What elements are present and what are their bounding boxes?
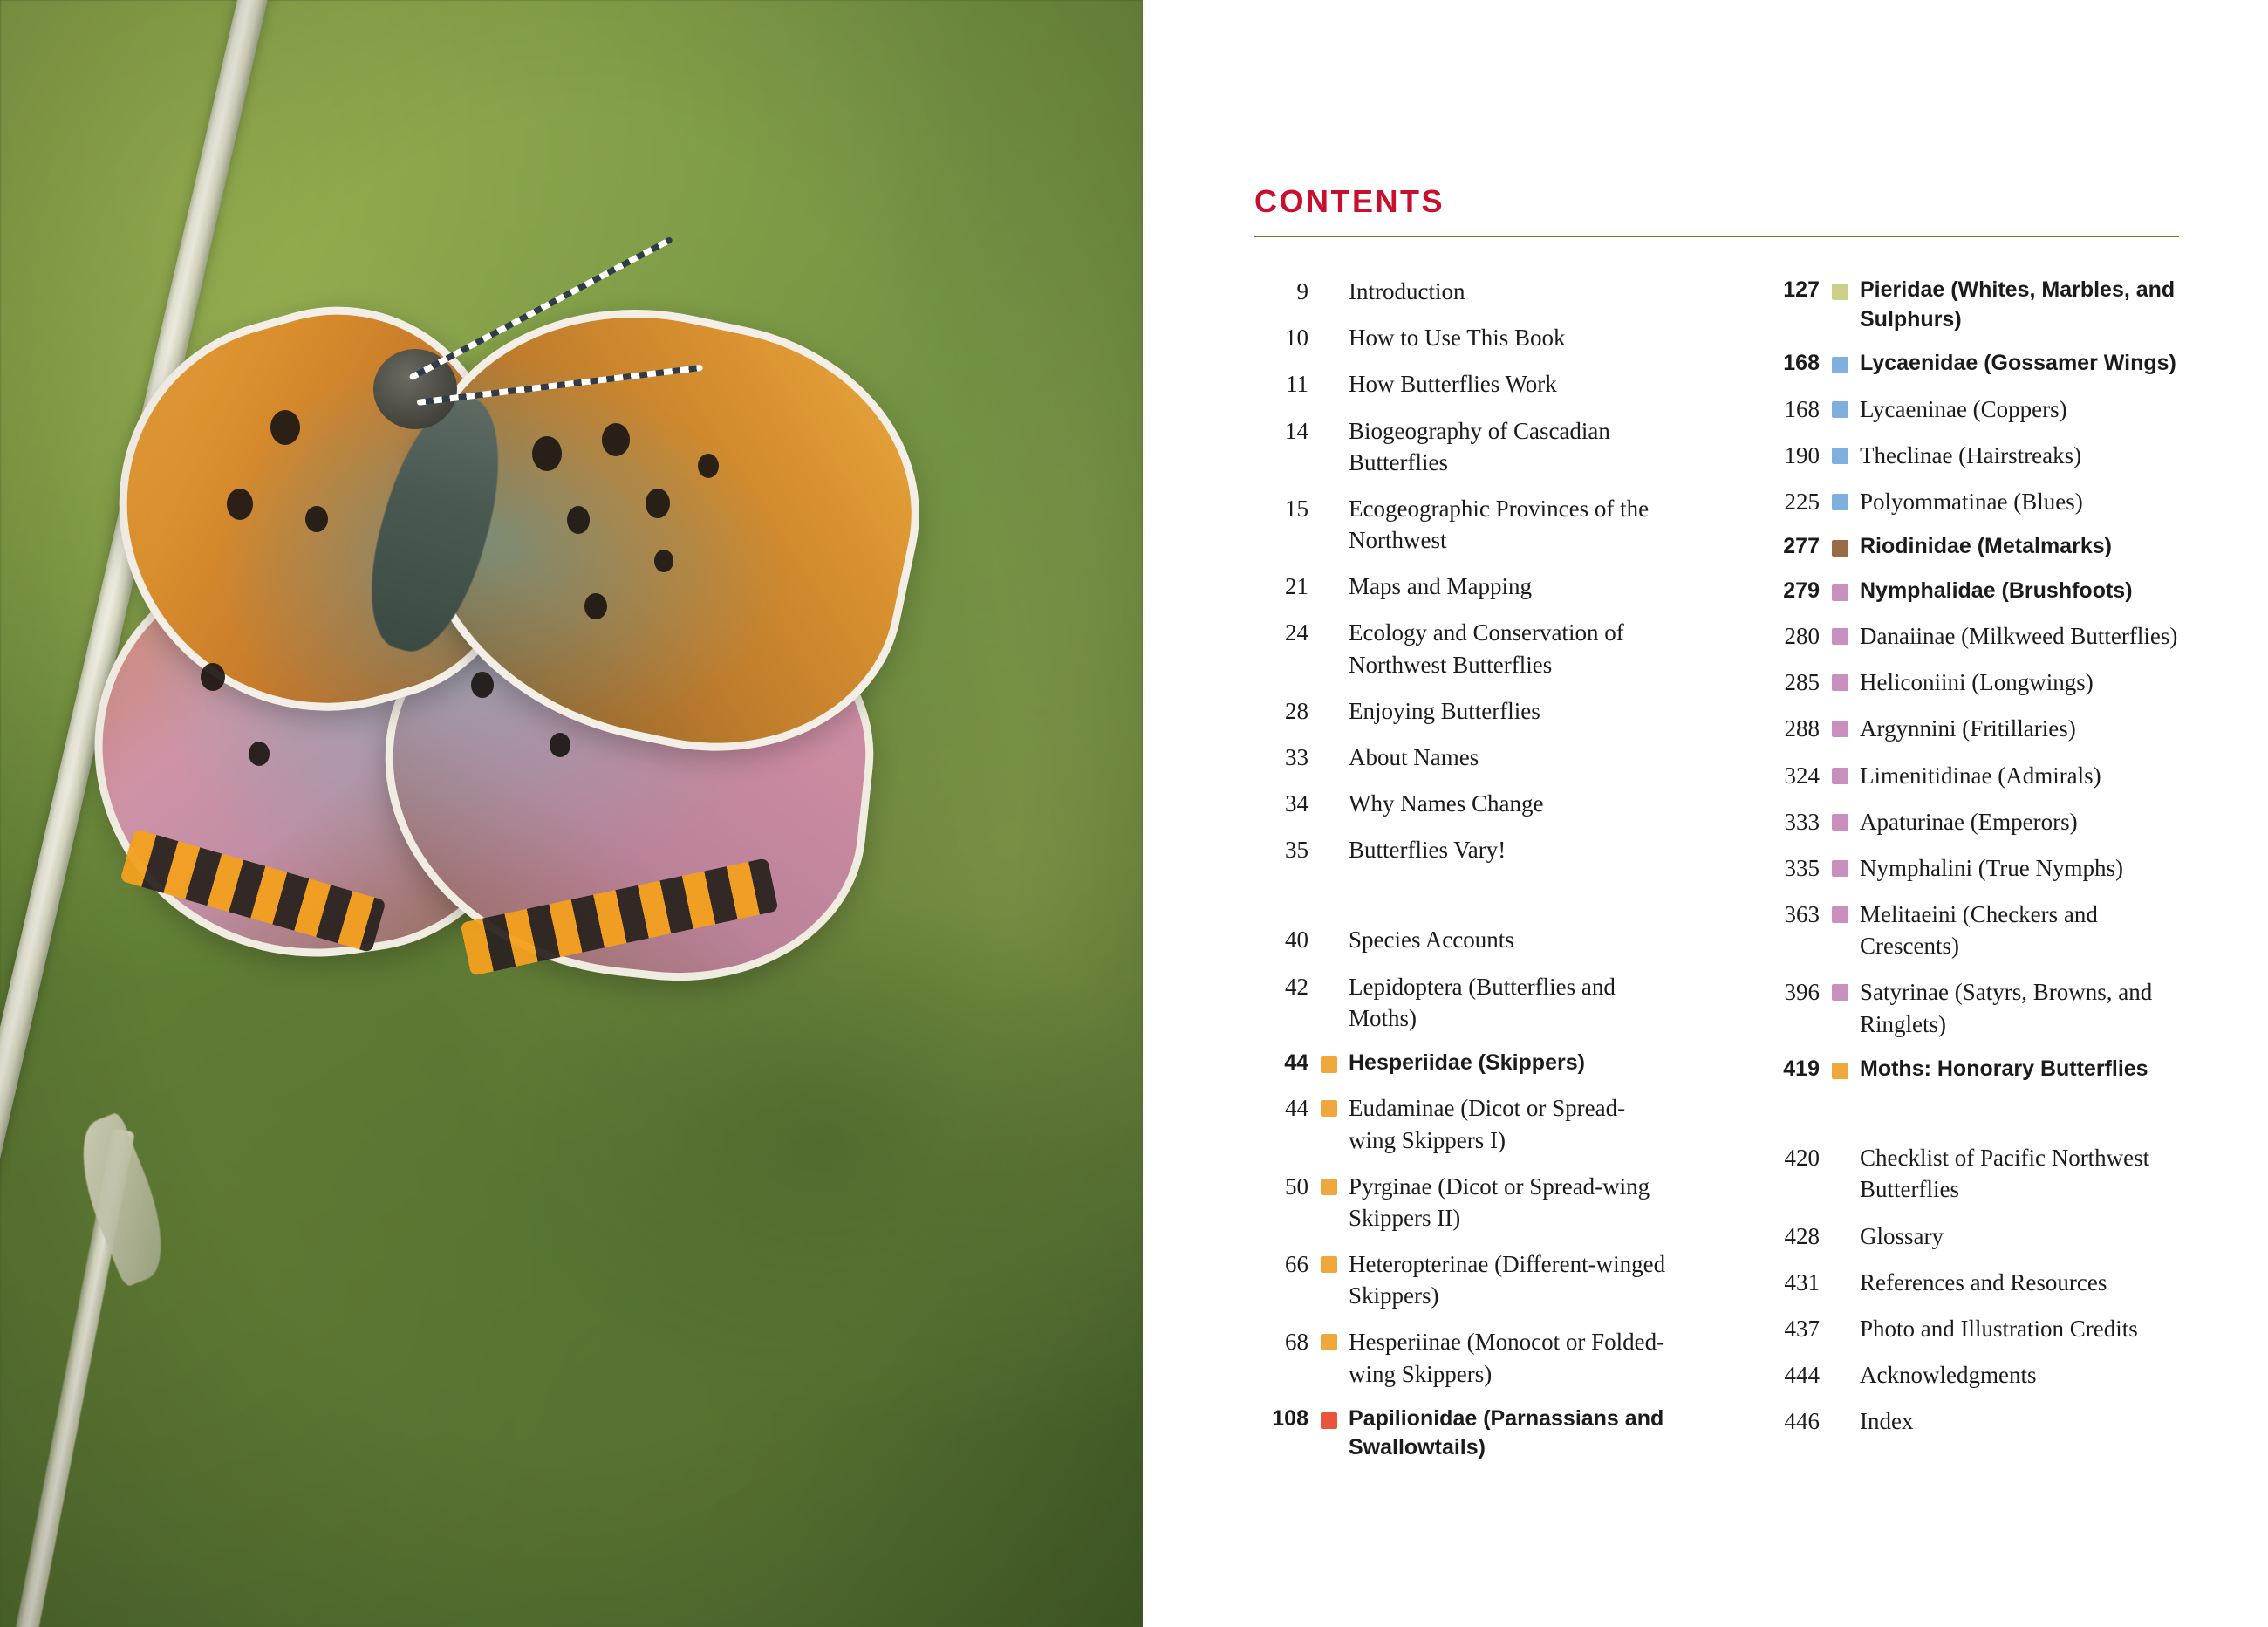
toc-page-number: 44 (1285, 1095, 1308, 1122)
toc-entry[interactable] (1766, 1142, 2179, 1205)
toc-entry[interactable] (1254, 971, 1668, 1034)
toc-page-number: 285 (1784, 669, 1820, 696)
family-color-swatch (1832, 906, 1848, 923)
toc-entry-label: Limenitidinae (Admirals) (1860, 762, 2101, 789)
swatch-placeholder (1321, 703, 1337, 720)
toc-page-number: 40 (1285, 926, 1308, 954)
toc-entry-label: Theclinae (Hairstreaks) (1860, 441, 2082, 468)
family-color-swatch (1832, 540, 1848, 557)
toc-entry[interactable] (1254, 415, 1668, 478)
toc-entry-label: Melitaeini (Checkers and Crescents) (1860, 901, 2098, 960)
family-color-swatch (1832, 448, 1848, 464)
toc-page-number: 68 (1285, 1329, 1308, 1356)
toc-page-number: 280 (1784, 623, 1820, 650)
toc-entry-label: Glossary (1860, 1222, 1944, 1249)
toc-entry-label: Biogeography of Cascadian Butterflies (1349, 417, 1610, 475)
toc-entry[interactable] (1254, 1171, 1668, 1234)
toc-page-number: 42 (1285, 973, 1308, 1000)
family-color-swatch (1321, 1100, 1337, 1117)
toc-entry-label: Checklist of Pacific Northwest Butterflies (1860, 1145, 2150, 1203)
toc-entry-label: Index (1860, 1408, 1914, 1435)
toc-page-number: 428 (1784, 1222, 1820, 1249)
toc-entry[interactable] (1766, 713, 2179, 744)
contents-container (1254, 183, 2179, 1478)
toc-entry[interactable] (1766, 276, 2179, 334)
toc-entry-label: Satyrinae (Satyrs, Browns, and Ringlets) (1860, 979, 2153, 1037)
swatch-placeholder (1832, 1275, 1848, 1291)
toc-page-number: 127 (1783, 277, 1820, 302)
swatch-placeholder (1321, 376, 1337, 393)
toc-page-number: 108 (1272, 1405, 1308, 1431)
family-color-swatch (1321, 1179, 1337, 1195)
toc-entry-label: Introduction (1349, 278, 1465, 304)
toc-page-number: 396 (1784, 979, 1820, 1006)
family-color-swatch (1832, 721, 1848, 737)
toc-page-number: 50 (1285, 1172, 1308, 1200)
toc-entry[interactable] (1766, 1359, 2179, 1391)
toc-entry-label: Heliconiini (Longwings) (1860, 669, 2094, 696)
swatch-placeholder (1321, 842, 1337, 858)
toc-entry-label: Riodinidae (Metalmarks) (1860, 534, 2112, 559)
family-color-swatch (1832, 1063, 1848, 1079)
toc-page-number: 444 (1784, 1362, 1820, 1389)
toc-entry[interactable] (1254, 322, 1668, 353)
swatch-placeholder (1321, 796, 1337, 812)
toc-entry-label: Lycaenidae (Gossamer Wings) (1860, 351, 2176, 375)
toc-entry-label: How to Use This Book (1349, 325, 1566, 352)
right-column (1766, 276, 2179, 1478)
toc-page-number: 33 (1285, 743, 1308, 770)
toc-entry[interactable] (1254, 695, 1668, 727)
toc-entry-label: Species Accounts (1349, 926, 1514, 954)
toc-page-number: 66 (1285, 1251, 1308, 1278)
swatch-placeholder (1321, 501, 1337, 517)
toc-entry[interactable] (1254, 493, 1668, 556)
toc-entry[interactable] (1254, 1248, 1668, 1311)
swatch-placeholder (1321, 932, 1337, 948)
title-divider (1254, 236, 2179, 237)
toc-entry-label: Moths: Honorary Butterflies (1860, 1056, 2148, 1081)
toc-entry[interactable] (1766, 806, 2179, 837)
toc-entry-label: Apaturinae (Emperors) (1860, 808, 2078, 835)
toc-page-number: 28 (1285, 697, 1308, 724)
page-title: CONTENTS (1254, 183, 1445, 219)
toc-entry-label: Nymphalidae (Brushfoots) (1860, 578, 2133, 603)
toc-entry[interactable] (1766, 852, 2179, 884)
toc-entry[interactable] (1766, 620, 2179, 652)
swatch-placeholder (1832, 1150, 1848, 1166)
family-color-swatch (1832, 860, 1848, 877)
toc-page-number: 437 (1784, 1315, 1820, 1342)
toc-entry[interactable] (1766, 899, 2179, 961)
toc-entry-label: Hesperiinae (Monocot or Folded-wing Skippers) (1349, 1329, 1665, 1387)
toc-entry[interactable] (1766, 1055, 2179, 1084)
family-color-swatch (1832, 401, 1848, 418)
toc-page-number: 15 (1285, 495, 1308, 522)
toc-page-number: 14 (1285, 417, 1308, 444)
toc-page-number: 168 (1783, 351, 1820, 375)
contents-page (1143, 0, 2268, 1627)
toc-entry[interactable] (1766, 976, 2179, 1039)
toc-page-number: 34 (1285, 790, 1308, 817)
toc-entry[interactable] (1254, 276, 1668, 307)
family-color-swatch (1321, 1056, 1337, 1073)
toc-entry[interactable] (1254, 617, 1668, 680)
swatch-placeholder (1321, 284, 1337, 300)
toc-entry-label: Why Names Change (1349, 790, 1544, 817)
toc-entry[interactable] (1766, 577, 2179, 606)
toc-entry-label: Papilionidae (Parnassians and Swallowtails) (1349, 1405, 1664, 1460)
swatch-placeholder (1832, 1228, 1848, 1245)
toc-columns (1254, 276, 2179, 1478)
toc-entry-label: Danaiinae (Milkweed Butterflies) (1860, 623, 2178, 650)
family-color-swatch (1832, 674, 1848, 691)
swatch-placeholder (1321, 625, 1337, 641)
toc-entry[interactable] (1254, 742, 1668, 773)
toc-entry[interactable] (1254, 924, 1668, 955)
toc-entry[interactable] (1766, 1405, 2179, 1437)
swatch-placeholder (1321, 330, 1337, 346)
toc-entry-label: Hesperiidae (Skippers) (1349, 1049, 1585, 1075)
toc-page-number: 288 (1784, 715, 1820, 742)
toc-entry-label: Heteropterinae (Different-winged Skippers) (1349, 1251, 1666, 1309)
toc-group-spacer (1766, 1098, 2179, 1142)
toc-entry-label: Ecogeographic Provinces of the Northwest (1349, 495, 1650, 554)
toc-page-number: 333 (1784, 808, 1820, 835)
family-color-swatch (1832, 584, 1848, 601)
toc-page-number: 419 (1783, 1056, 1820, 1081)
toc-entry[interactable] (1254, 834, 1668, 865)
toc-page-number: 420 (1784, 1145, 1820, 1172)
swatch-placeholder (1832, 1367, 1848, 1384)
toc-group-spacer (1254, 880, 1668, 924)
toc-entry[interactable] (1254, 571, 1668, 602)
toc-entry-label: Acknowledgments (1860, 1362, 2037, 1389)
toc-entry-label: Ecology and Conservation of Northwest Butterflies (1349, 619, 1624, 678)
toc-page-number: 335 (1784, 854, 1820, 881)
toc-entry[interactable] (1766, 393, 2179, 425)
family-color-swatch (1832, 768, 1848, 784)
toc-entry-label: Eudaminae (Dicot or Spread-wing Skippers I) (1349, 1095, 1626, 1153)
swatch-placeholder (1321, 979, 1337, 995)
family-color-swatch (1321, 1334, 1337, 1350)
toc-entry[interactable] (1254, 1049, 1668, 1078)
toc-entry[interactable] (1766, 532, 2179, 562)
toc-entry-label: Maps and Mapping (1349, 573, 1532, 600)
swatch-placeholder (1832, 1413, 1848, 1430)
toc-entry-label: Butterflies Vary! (1349, 837, 1506, 864)
toc-entry-label: Pyrginae (Dicot or Spread-wing Skippers II) (1349, 1172, 1650, 1231)
toc-entry-label: About Names (1349, 743, 1479, 770)
toc-entry[interactable] (1254, 1092, 1668, 1155)
toc-page-number: 431 (1784, 1268, 1820, 1295)
swatch-placeholder (1321, 423, 1337, 440)
toc-page-number: 10 (1285, 325, 1308, 352)
toc-entry[interactable] (1254, 1326, 1668, 1389)
toc-entry[interactable] (1766, 1267, 2179, 1298)
swatch-placeholder (1321, 749, 1337, 766)
toc-entry[interactable] (1254, 1405, 1668, 1463)
toc-page-number: 190 (1784, 441, 1820, 468)
toc-entry[interactable] (1766, 667, 2179, 698)
toc-page-number: 363 (1784, 901, 1820, 928)
toc-page-number: 279 (1783, 578, 1820, 603)
swatch-placeholder (1321, 578, 1337, 595)
family-color-swatch (1832, 814, 1848, 831)
toc-entry-label: References and Resources (1860, 1268, 2107, 1295)
family-color-swatch (1832, 984, 1848, 1001)
family-color-swatch (1832, 284, 1848, 300)
toc-entry[interactable] (1766, 760, 2179, 791)
family-color-swatch (1832, 628, 1848, 645)
toc-entry[interactable] (1766, 1220, 2179, 1252)
toc-entry-label: Argynnini (Fritillaries) (1860, 715, 2076, 742)
toc-page-number: 9 (1296, 278, 1308, 304)
toc-entry-label: Enjoying Butterflies (1349, 697, 1540, 724)
toc-page-number: 35 (1285, 837, 1308, 864)
toc-entry-label: How Butterflies Work (1349, 371, 1557, 398)
toc-entry-label: Lycaeninae (Coppers) (1860, 395, 2067, 422)
toc-entry[interactable] (1766, 349, 2179, 379)
toc-entry[interactable] (1766, 486, 2179, 517)
family-color-swatch (1321, 1256, 1337, 1273)
toc-page-number: 21 (1285, 573, 1308, 600)
toc-entry-label: Lepidoptera (Butterflies and Moths) (1349, 973, 1616, 1031)
swatch-placeholder (1832, 1321, 1848, 1337)
family-color-swatch (1832, 494, 1848, 510)
toc-entry[interactable] (1766, 1313, 2179, 1344)
family-color-swatch (1832, 357, 1848, 373)
toc-page-number: 446 (1784, 1408, 1820, 1435)
toc-page-number: 44 (1284, 1049, 1308, 1075)
toc-entry-label: Pieridae (Whites, Marbles, and Sulphurs) (1860, 277, 2176, 332)
toc-entry-label: Photo and Illustration Credits (1860, 1315, 2138, 1342)
toc-page-number: 324 (1784, 762, 1820, 789)
toc-page-number: 168 (1784, 395, 1820, 422)
toc-page-number: 24 (1285, 619, 1308, 646)
toc-entry[interactable] (1766, 440, 2179, 471)
family-color-swatch (1321, 1412, 1337, 1429)
toc-entry[interactable] (1254, 788, 1668, 819)
toc-page-number: 277 (1783, 534, 1820, 559)
toc-entry[interactable] (1254, 368, 1668, 400)
toc-page-number: 11 (1286, 371, 1308, 398)
toc-page-number: 225 (1784, 488, 1820, 515)
left-column (1254, 276, 1668, 1478)
toc-entry-label: Nymphalini (True Nymphs) (1860, 854, 2123, 881)
toc-entry-label: Polyommatinae (Blues) (1860, 488, 2083, 515)
